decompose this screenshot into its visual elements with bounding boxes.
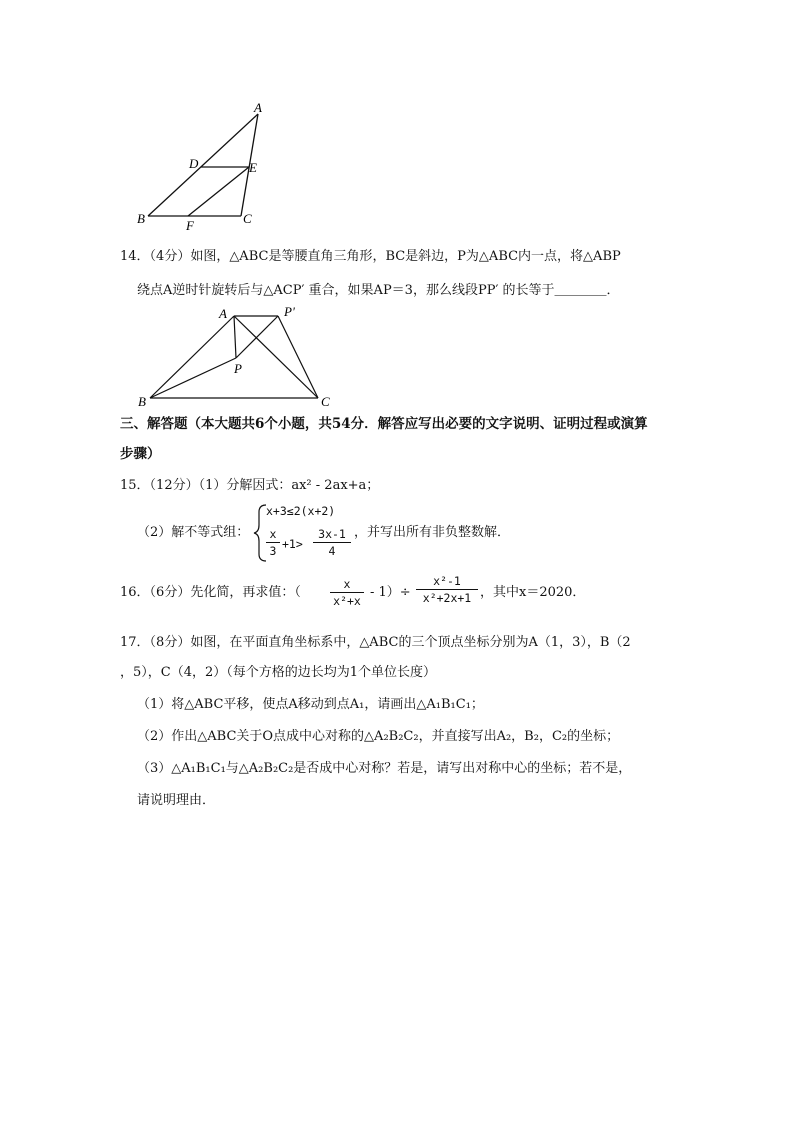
label-A: A: [254, 100, 262, 115]
q17-line6: 请说明理由．: [137, 793, 216, 808]
q16-frac-1: [330, 577, 364, 608]
label-P-prime: P': [284, 304, 295, 319]
q16-frac1-num: x: [343, 577, 351, 591]
label-F: F: [186, 218, 194, 233]
q16-frac2-num: x²-1: [433, 574, 461, 588]
q16-suffix: ，其中x＝2020．: [480, 585, 586, 600]
q15-frac1-num: x: [269, 527, 277, 541]
section3-heading-line1: 三、解答题（本大题共6个小题，共54分．解答应写出必要的文字说明、证明过程或演算: [120, 416, 648, 432]
label-C: C: [243, 211, 252, 226]
q15-part2-prefix: （2）解不等式组：: [137, 525, 250, 540]
q17-line2: ，5），C（4，2）（每个方格的边长均为1个单位长度）: [120, 665, 437, 680]
section3-heading-line2: 步骤）: [120, 446, 161, 462]
q15-frac2-num: 3x-1: [318, 527, 346, 541]
q16-frac-2: [416, 574, 478, 605]
q16-frac2-den: x²+2x+1: [422, 591, 472, 605]
q17-line4: （2）作出△ABC关于O点成中心对称的△A₂B₂C₂，并直接写出A₂，B₂，C₂的坐标；: [137, 729, 620, 744]
label-B2: B: [138, 394, 146, 409]
q17-line1: 17．（8分）如图，在平面直角坐标系中，△ABC的三个顶点坐标分别为A（1，3），B（2: [120, 635, 631, 650]
q16-prefix: 16．（6分）先化简，再求值：（: [120, 585, 301, 600]
q14-line2: 绕点A逆时针旋转后与△ACP′ 重合，如果AP＝3，那么线段PP′ 的长等于＿＿＿＿．: [137, 283, 620, 298]
label-D: D: [189, 156, 199, 171]
q17-line5: （3）△A₁B₁C₁与△A₂B₂C₂是否成中心对称？若是，请写出对称中心的坐标；若不是，: [137, 761, 632, 776]
label-P: P: [234, 361, 242, 376]
q15-frac-x-over-3: [266, 527, 280, 558]
q16-mid: - 1）÷: [370, 585, 411, 600]
q15-frac2-den: 4: [328, 544, 336, 558]
q15-inequality-1: x+3≤2(x+2): [266, 504, 336, 518]
label-C2: C: [321, 394, 330, 409]
q15-ineq2-mid: +1>: [282, 537, 303, 551]
q17-line3: （1）将△ABC平移，使点A移动到点A₁，请画出△A₁B₁C₁；: [137, 697, 484, 712]
q14-line1: 14．（4分）如图，△ABC是等腰直角三角形，BC是斜边，P为△ABC内一点，将△ABP: [120, 249, 621, 264]
label-B: B: [137, 211, 145, 226]
label-E: E: [249, 160, 257, 175]
q15-frac-3x-1-over-4: [313, 527, 351, 558]
q16-frac1-den: x²+x: [333, 594, 361, 608]
q15-part2-suffix: ，并写出所有非负整数解．: [354, 525, 511, 540]
q15-line1: 15．（12分）（1）分解因式：ax² - 2ax+a；: [120, 478, 380, 493]
label-A2: A: [219, 306, 227, 321]
q15-frac1-den: 3: [269, 544, 277, 558]
